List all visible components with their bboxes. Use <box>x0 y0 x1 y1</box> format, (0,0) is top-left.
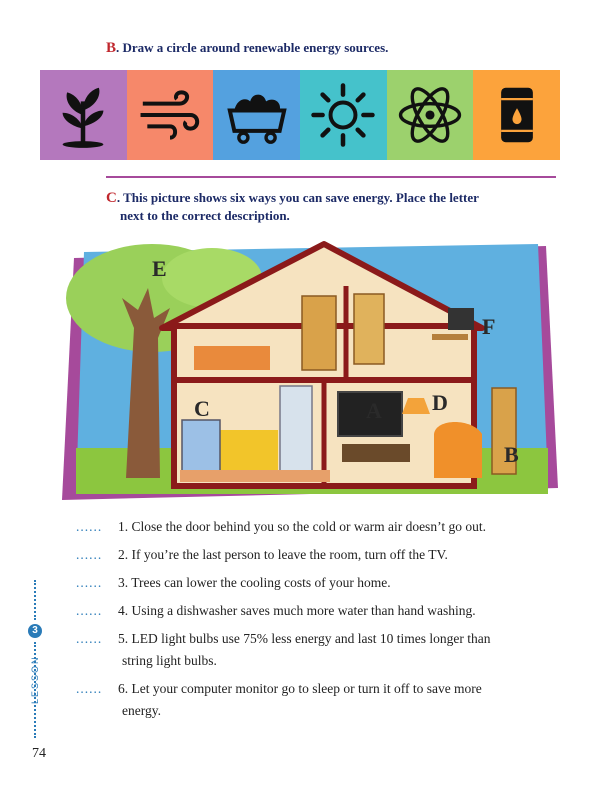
label-d: D <box>432 390 448 415</box>
question-1: ...... 1. Close the door behind you so the cold or warm air doesn’t go out. <box>76 516 546 538</box>
question-2: ...... 2. If you’re the last person to leave the room, turn off the TV. <box>76 544 546 566</box>
question-6: ...... 6. Let your computer monitor go to sleep or turn it off to save more energy. <box>76 678 546 722</box>
question-5: ...... 5. LED light bulbs use 75% less energy and last 10 times longer than string light bulbs. <box>76 628 546 672</box>
label-e: E <box>152 256 167 281</box>
tile-coal[interactable] <box>213 70 300 160</box>
tile-plant[interactable] <box>40 70 127 160</box>
section-c-instruction-line1: . This picture shows six ways you can save energy. Place the letter <box>116 190 479 205</box>
section-c-heading <box>106 189 479 224</box>
atom-icon <box>396 81 464 149</box>
sun-icon <box>309 81 377 149</box>
answer-blank[interactable]: ...... <box>76 603 103 618</box>
answer-blank[interactable]: ...... <box>76 631 103 646</box>
question-4: ...... 4. Using a dishwasher saves much more water than hand washing. <box>76 600 546 622</box>
tile-wind[interactable] <box>127 70 214 160</box>
plant-icon <box>49 81 117 149</box>
energy-sources-strip <box>40 70 560 160</box>
label-b: B <box>504 442 519 467</box>
dotted-line-top <box>34 580 38 620</box>
answer-blank[interactable]: ...... <box>76 547 103 562</box>
house-illustration <box>62 238 558 500</box>
tile-oil[interactable] <box>473 70 560 160</box>
answer-blank[interactable]: ...... <box>76 519 103 534</box>
label-f: F <box>482 314 496 339</box>
lesson-marker <box>28 580 42 740</box>
tile-atom[interactable] <box>387 70 474 160</box>
section-b-letter: B <box>106 40 117 56</box>
lesson-label: LESSON <box>30 655 40 704</box>
page-number: 74 <box>32 746 46 761</box>
label-c: C <box>194 396 210 421</box>
oil-barrel-icon <box>483 81 551 149</box>
lesson-number-badge: 3 <box>28 624 42 638</box>
question-3: ...... 3. Trees can lower the cooling costs of your home. <box>76 572 546 594</box>
label-a: A <box>366 398 382 423</box>
section-b-heading <box>106 40 388 57</box>
answer-blank[interactable]: ...... <box>76 681 103 696</box>
section-b-instruction: . Draw a circle around renewable energy sources. <box>116 40 389 55</box>
section-divider <box>106 176 556 178</box>
tile-sun[interactable] <box>300 70 387 160</box>
wind-icon <box>136 81 204 149</box>
coal-cart-icon <box>223 81 291 149</box>
section-c-letter: C <box>106 190 117 206</box>
section-c-instruction-line2: next to the correct description. <box>120 208 290 223</box>
answer-blank[interactable]: ...... <box>76 575 103 590</box>
